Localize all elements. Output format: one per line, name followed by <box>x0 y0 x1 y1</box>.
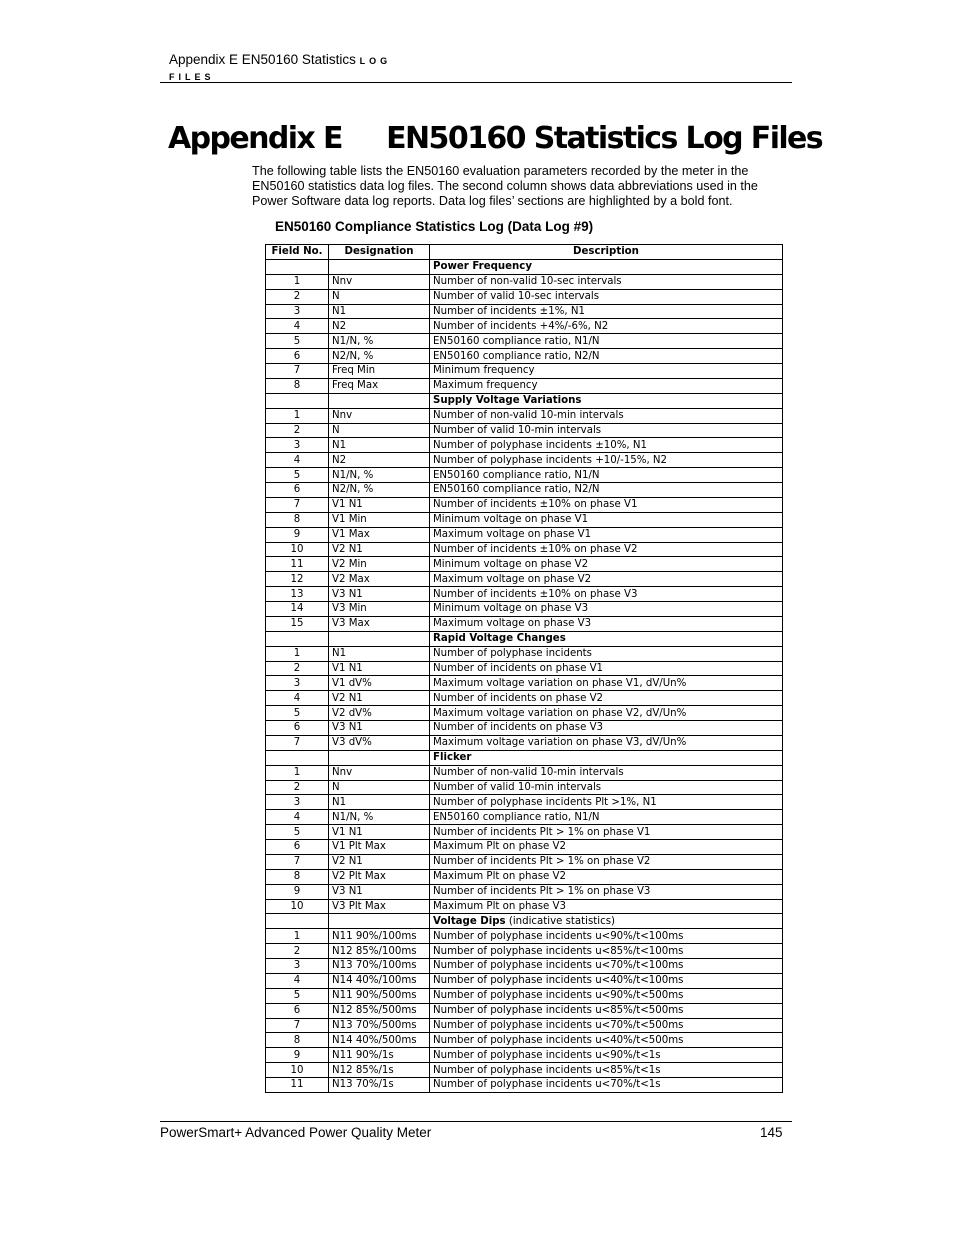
table-row <box>266 735 783 750</box>
designation-cell: V1 N1 <box>329 661 430 676</box>
field-no-cell: 3 <box>266 676 329 691</box>
designation-cell: N12 85%/500ms <box>329 1003 430 1018</box>
description-cell: Maximum voltage on phase V2 <box>430 572 783 587</box>
page-number: 145 <box>760 1125 783 1140</box>
description-cell: Number of polyphase incidents u<70%/t<100ms <box>430 959 783 974</box>
footer-title: PowerSmart+ Advanced Power Quality Meter <box>160 1125 432 1140</box>
table-row <box>266 319 783 334</box>
description-cell: EN50160 compliance ratio, N1/N <box>430 810 783 825</box>
table-row <box>266 1048 783 1063</box>
table-row <box>266 557 783 572</box>
table-row <box>266 676 783 691</box>
table-row <box>266 854 783 869</box>
section-empty-cell <box>266 914 329 929</box>
section-title-cell <box>430 914 783 929</box>
table-row <box>266 468 783 483</box>
table-row <box>266 1003 783 1018</box>
description-cell: Number of polyphase incidents u<85%/t<1s <box>430 1063 783 1078</box>
field-no-cell: 5 <box>266 334 329 349</box>
designation-cell: V3 dV% <box>329 735 430 750</box>
description-cell: Number of polyphase incidents Plt >1%, N1 <box>430 795 783 810</box>
description-cell: EN50160 compliance ratio, N1/N <box>430 334 783 349</box>
description-cell: EN50160 compliance ratio, N1/N <box>430 468 783 483</box>
designation-cell: V3 Plt Max <box>329 899 430 914</box>
description-cell: Number of incidents ±1%, N1 <box>430 304 783 319</box>
table-header-row <box>266 245 783 260</box>
field-no-cell: 2 <box>266 289 329 304</box>
table-row <box>266 810 783 825</box>
table-row <box>266 572 783 587</box>
designation-cell: Nnv <box>329 765 430 780</box>
section-empty-cell <box>329 393 430 408</box>
field-no-cell: 8 <box>266 869 329 884</box>
table-caption: EN50160 Compliance Statistics Log (Data Log #9) <box>275 219 594 234</box>
running-header <box>169 52 391 85</box>
header-text: Appendix E EN50160 Statistics <box>169 52 356 67</box>
field-no-cell: 6 <box>266 721 329 736</box>
designation-cell: V2 dV% <box>329 706 430 721</box>
description-cell: EN50160 compliance ratio, N2/N <box>430 349 783 364</box>
field-no-cell: 1 <box>266 408 329 423</box>
field-no-cell: 3 <box>266 438 329 453</box>
table-row <box>266 497 783 512</box>
field-no-cell: 7 <box>266 497 329 512</box>
title-label: Appendix E <box>168 121 342 156</box>
section-title-cell <box>430 259 783 274</box>
description-cell: Number of valid 10-min intervals <box>430 423 783 438</box>
description-cell: Number of non-valid 10-min intervals <box>430 765 783 780</box>
table-row <box>266 795 783 810</box>
description-cell: Number of polyphase incidents u<70%/t<500ms <box>430 1018 783 1033</box>
description-cell: Maximum voltage variation on phase V3, dV/Un% <box>430 735 783 750</box>
designation-cell: V3 Max <box>329 616 430 631</box>
designation-cell: N12 85%/1s <box>329 1063 430 1078</box>
field-no-cell: 6 <box>266 840 329 855</box>
table-row <box>266 691 783 706</box>
table-row <box>266 929 783 944</box>
table-row <box>266 304 783 319</box>
designation-cell: N13 70%/1s <box>329 1078 430 1093</box>
description-cell: Number of incidents Plt > 1% on phase V3 <box>430 884 783 899</box>
field-no-cell: 13 <box>266 587 329 602</box>
page-title <box>168 121 822 156</box>
description-cell: Number of incidents ±10% on phase V2 <box>430 542 783 557</box>
designation-cell: N13 70%/500ms <box>329 1018 430 1033</box>
header-description: Description <box>430 245 783 260</box>
table-row <box>266 602 783 617</box>
table-row <box>266 1063 783 1078</box>
designation-cell: N1/N, % <box>329 810 430 825</box>
designation-cell: N13 70%/100ms <box>329 959 430 974</box>
description-cell: Number of polyphase incidents u<90%/t<1s <box>430 1048 783 1063</box>
description-cell: Number of incidents Plt > 1% on phase V2 <box>430 854 783 869</box>
field-no-cell: 2 <box>266 944 329 959</box>
description-cell: EN50160 compliance ratio, N2/N <box>430 483 783 498</box>
field-no-cell: 5 <box>266 988 329 1003</box>
designation-cell: N1/N, % <box>329 334 430 349</box>
designation-cell: N14 40%/100ms <box>329 973 430 988</box>
table-row <box>266 840 783 855</box>
field-no-cell: 7 <box>266 735 329 750</box>
table-row <box>266 334 783 349</box>
field-no-cell: 3 <box>266 304 329 319</box>
field-no-cell: 4 <box>266 691 329 706</box>
field-no-cell: 11 <box>266 557 329 572</box>
description-cell: Number of incidents Plt > 1% on phase V1 <box>430 825 783 840</box>
field-no-cell: 1 <box>266 646 329 661</box>
field-no-cell: 10 <box>266 1063 329 1078</box>
designation-cell: V3 Min <box>329 602 430 617</box>
section-title: Rapid Voltage Changes <box>433 633 566 645</box>
description-cell: Number of polyphase incidents u<85%/t<500ms <box>430 1003 783 1018</box>
description-cell: Maximum voltage variation on phase V2, dV/Un% <box>430 706 783 721</box>
field-no-cell: 7 <box>266 364 329 379</box>
designation-cell: N12 85%/100ms <box>329 944 430 959</box>
designation-cell: N <box>329 289 430 304</box>
designation-cell: N1/N, % <box>329 468 430 483</box>
table-row <box>266 884 783 899</box>
description-cell: Number of incidents on phase V1 <box>430 661 783 676</box>
footer-rule <box>160 1121 792 1122</box>
designation-cell: N11 90%/1s <box>329 1048 430 1063</box>
designation-cell: V2 Plt Max <box>329 869 430 884</box>
description-cell: Maximum Plt on phase V2 <box>430 869 783 884</box>
section-title: Flicker <box>433 752 472 764</box>
description-cell: Number of polyphase incidents u<70%/t<1s <box>430 1078 783 1093</box>
field-no-cell: 7 <box>266 854 329 869</box>
field-no-cell: 1 <box>266 929 329 944</box>
designation-cell: V2 N1 <box>329 854 430 869</box>
field-no-cell: 4 <box>266 319 329 334</box>
field-no-cell: 1 <box>266 765 329 780</box>
table-row <box>266 274 783 289</box>
field-no-cell: 6 <box>266 1003 329 1018</box>
description-cell: Number of incidents +4%/-6%, N2 <box>430 319 783 334</box>
description-cell: Minimum frequency <box>430 364 783 379</box>
description-cell: Number of polyphase incidents +10/-15%, N2 <box>430 453 783 468</box>
section-empty-cell <box>266 393 329 408</box>
description-cell: Number of polyphase incidents ±10%, N1 <box>430 438 783 453</box>
table-row <box>266 616 783 631</box>
table-row <box>266 899 783 914</box>
description-cell: Number of non-valid 10-min intervals <box>430 408 783 423</box>
section-row <box>266 259 783 274</box>
description-cell: Maximum voltage on phase V3 <box>430 616 783 631</box>
section-title: Voltage Dips <box>433 915 506 927</box>
description-cell: Maximum voltage on phase V1 <box>430 527 783 542</box>
designation-cell: N2/N, % <box>329 349 430 364</box>
intro-paragraph: The following table lists the EN50160 evaluation parameters recorded by the meter in the EN50160 statistics data log files. The second column shows data abbreviations used in the Power Software data log reports. Data log files’ sections are highlighted by a bold font. <box>252 164 758 208</box>
designation-cell: N <box>329 423 430 438</box>
table-row <box>266 944 783 959</box>
description-cell: Maximum frequency <box>430 378 783 393</box>
table-row <box>266 453 783 468</box>
table-row <box>266 289 783 304</box>
table-row <box>266 542 783 557</box>
field-no-cell: 3 <box>266 795 329 810</box>
header-field-no: Field No. <box>266 245 329 260</box>
section-title-cell <box>430 393 783 408</box>
section-row <box>266 631 783 646</box>
designation-cell: V3 N1 <box>329 587 430 602</box>
field-no-cell: 4 <box>266 973 329 988</box>
designation-cell: N11 90%/100ms <box>329 929 430 944</box>
section-title-cell <box>430 750 783 765</box>
section-title: Power Frequency <box>433 261 532 273</box>
designation-cell: N <box>329 780 430 795</box>
field-no-cell: 2 <box>266 423 329 438</box>
designation-cell: N1 <box>329 438 430 453</box>
designation-cell: N1 <box>329 795 430 810</box>
designation-cell: N2 <box>329 319 430 334</box>
field-no-cell: 14 <box>266 602 329 617</box>
field-no-cell: 8 <box>266 512 329 527</box>
table-row <box>266 646 783 661</box>
table-row <box>266 527 783 542</box>
section-empty-cell <box>266 750 329 765</box>
field-no-cell: 9 <box>266 1048 329 1063</box>
section-empty-cell <box>329 259 430 274</box>
table-row <box>266 423 783 438</box>
header-files: FILES <box>169 72 215 82</box>
table-body <box>266 259 783 1092</box>
description-cell: Minimum voltage on phase V2 <box>430 557 783 572</box>
field-no-cell: 6 <box>266 483 329 498</box>
table-row <box>266 483 783 498</box>
section-empty-cell <box>329 750 430 765</box>
designation-cell: V1 Min <box>329 512 430 527</box>
description-cell: Maximum Plt on phase V3 <box>430 899 783 914</box>
designation-cell: V3 N1 <box>329 884 430 899</box>
section-row <box>266 393 783 408</box>
designation-cell: V2 N1 <box>329 691 430 706</box>
section-row <box>266 750 783 765</box>
field-no-cell: 10 <box>266 899 329 914</box>
header-log: LOG <box>359 56 392 66</box>
field-no-cell: 4 <box>266 810 329 825</box>
field-no-cell: 8 <box>266 1033 329 1048</box>
field-no-cell: 9 <box>266 527 329 542</box>
description-cell: Number of polyphase incidents u<40%/t<100ms <box>430 973 783 988</box>
section-empty-cell <box>266 631 329 646</box>
description-cell: Number of polyphase incidents u<90%/t<500ms <box>430 988 783 1003</box>
section-empty-cell <box>329 631 430 646</box>
table-row <box>266 780 783 795</box>
field-no-cell: 5 <box>266 706 329 721</box>
description-cell: Number of polyphase incidents u<40%/t<500ms <box>430 1033 783 1048</box>
table-row <box>266 1018 783 1033</box>
description-cell: Number of valid 10-sec intervals <box>430 289 783 304</box>
section-empty-cell <box>329 914 430 929</box>
field-no-cell: 10 <box>266 542 329 557</box>
table-row <box>266 765 783 780</box>
table-row <box>266 959 783 974</box>
field-no-cell: 1 <box>266 274 329 289</box>
description-cell: Number of polyphase incidents u<85%/t<100ms <box>430 944 783 959</box>
description-cell: Maximum voltage variation on phase V1, dV/Un% <box>430 676 783 691</box>
designation-cell: V1 N1 <box>329 497 430 512</box>
table-row <box>266 825 783 840</box>
table-row <box>266 661 783 676</box>
description-cell: Number of incidents on phase V3 <box>430 721 783 736</box>
field-no-cell: 11 <box>266 1078 329 1093</box>
description-cell: Minimum voltage on phase V3 <box>430 602 783 617</box>
designation-cell: V1 N1 <box>329 825 430 840</box>
section-title-cell <box>430 631 783 646</box>
designation-cell: V2 N1 <box>329 542 430 557</box>
section-row <box>266 914 783 929</box>
field-no-cell: 2 <box>266 780 329 795</box>
designation-cell: Freq Max <box>329 378 430 393</box>
header-designation: Designation <box>329 245 430 260</box>
designation-cell: V3 N1 <box>329 721 430 736</box>
description-cell: Number of polyphase incidents <box>430 646 783 661</box>
table-row <box>266 869 783 884</box>
designation-cell: N1 <box>329 646 430 661</box>
designation-cell: Nnv <box>329 408 430 423</box>
description-cell: Minimum voltage on phase V1 <box>430 512 783 527</box>
description-cell: Number of incidents ±10% on phase V1 <box>430 497 783 512</box>
description-cell: Number of valid 10-min intervals <box>430 780 783 795</box>
description-cell: Number of non-valid 10-sec intervals <box>430 274 783 289</box>
table-row <box>266 438 783 453</box>
table-row <box>266 1033 783 1048</box>
field-no-cell: 4 <box>266 453 329 468</box>
designation-cell: N1 <box>329 304 430 319</box>
header-rule <box>160 82 792 83</box>
title-text: EN50160 Statistics Log Files <box>386 121 823 156</box>
table-row <box>266 378 783 393</box>
section-title: Supply Voltage Variations <box>433 395 582 407</box>
section-note: (indicative statistics) <box>505 915 616 927</box>
table-row <box>266 988 783 1003</box>
field-no-cell: 12 <box>266 572 329 587</box>
designation-cell: V1 Max <box>329 527 430 542</box>
designation-cell: N2 <box>329 453 430 468</box>
description-cell: Number of incidents on phase V2 <box>430 691 783 706</box>
field-no-cell: 15 <box>266 616 329 631</box>
table-row <box>266 706 783 721</box>
table-row <box>266 1078 783 1093</box>
designation-cell: N11 90%/500ms <box>329 988 430 1003</box>
table-row <box>266 364 783 379</box>
table-row <box>266 587 783 602</box>
section-empty-cell <box>266 259 329 274</box>
designation-cell: V1 dV% <box>329 676 430 691</box>
designation-cell: V2 Min <box>329 557 430 572</box>
field-no-cell: 2 <box>266 661 329 676</box>
description-cell: Number of polyphase incidents u<90%/t<100ms <box>430 929 783 944</box>
field-no-cell: 5 <box>266 468 329 483</box>
designation-cell: N2/N, % <box>329 483 430 498</box>
table-row <box>266 973 783 988</box>
designation-cell: V1 Plt Max <box>329 840 430 855</box>
field-no-cell: 9 <box>266 884 329 899</box>
field-no-cell: 6 <box>266 349 329 364</box>
table-row <box>266 721 783 736</box>
description-cell: Number of incidents ±10% on phase V3 <box>430 587 783 602</box>
designation-cell: V2 Max <box>329 572 430 587</box>
designation-cell: N14 40%/500ms <box>329 1033 430 1048</box>
field-no-cell: 8 <box>266 378 329 393</box>
field-no-cell: 7 <box>266 1018 329 1033</box>
field-no-cell: 5 <box>266 825 329 840</box>
table-row <box>266 408 783 423</box>
table-row <box>266 349 783 364</box>
statistics-table <box>265 244 783 1093</box>
field-no-cell: 3 <box>266 959 329 974</box>
table-row <box>266 512 783 527</box>
designation-cell: Freq Min <box>329 364 430 379</box>
designation-cell: Nnv <box>329 274 430 289</box>
description-cell: Maximum Plt on phase V2 <box>430 840 783 855</box>
